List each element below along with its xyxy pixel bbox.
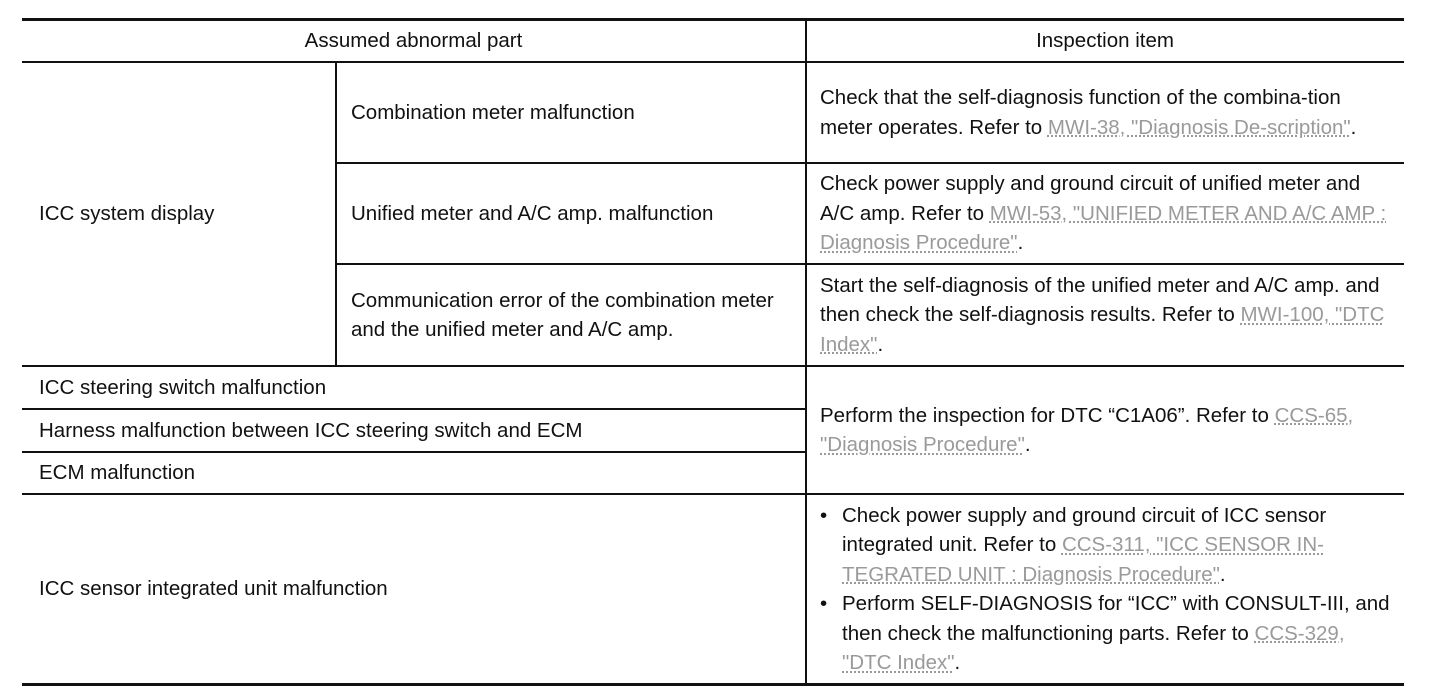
part-icc-steering-switch: ICC steering switch malfunction (39, 375, 327, 399)
period: . (1350, 115, 1357, 139)
inspection-text (820, 83, 1394, 142)
inspection-body: Check that the self-diagnosis function of the combina-tion meter operates. Refer to (820, 86, 1341, 139)
inspection-unified-meter (806, 164, 1404, 263)
period: . (1017, 231, 1024, 255)
part-icc-sensor-unit: ICC sensor integrated unit malfunction (39, 577, 388, 601)
reference-link-mwi-100[interactable]: MWI-100, "DTC Index" (820, 303, 1385, 356)
inspection-icc-sensor-unit (806, 495, 1404, 683)
reference-link-mwi-53[interactable]: MWI-53, "UNIFIED METER AND A/C AMP : Diagnosis Procedure" (820, 201, 1387, 255)
inspection-table (22, 18, 1404, 686)
part-harness-malfunction: Harness malfunction between ICC steering switch and ECM (39, 418, 583, 442)
inspection-body: Check power supply and ground circuit of ICC sensor integrated unit. Refer to (842, 503, 1327, 556)
list-item (818, 501, 1394, 590)
reference-link-ccs-65[interactable]: CCS-65, "Diagnosis Procedure" (820, 403, 1354, 456)
inspection-steering-dtc (806, 367, 1404, 493)
period: . (1024, 433, 1031, 456)
reference-link-mwi-38[interactable]: MWI-38, "Diagnosis De-scription" (1047, 115, 1351, 139)
header-inspection-item: Inspection item (1036, 29, 1174, 53)
inspection-body: Perform SELF-DIAGNOSIS for “ICC” with CONSULT-III, and then check the malfunctioning parts. Refer to (842, 592, 1390, 645)
inspection-body: Start the self-diagnosis of the unified meter and A/C amp. and then check the self-diagnosis results. Refer to (820, 273, 1380, 327)
reference-link-ccs-311[interactable]: CCS-311, "ICC SENSOR IN-TEGRATED UNIT : Diagnosis Procedure" (842, 533, 1325, 586)
inspection-combination-meter (806, 63, 1404, 162)
period: . (954, 651, 961, 674)
inspection-body: Perform the inspection for DTC “C1A06”. Refer to (820, 403, 1269, 427)
inspection-communication-error (806, 265, 1404, 365)
header-assumed-part: Assumed abnormal part (304, 29, 523, 53)
list-item (818, 589, 1394, 678)
part-ecm-malfunction: ECM malfunction (39, 461, 196, 485)
bottom-rule (22, 683, 1404, 686)
period: . (1219, 562, 1226, 586)
part-unified-meter: Unified meter and A/C amp. malfunction (351, 201, 714, 225)
reference-link-ccs-329[interactable]: CCS-329, "DTC Index" (842, 621, 1345, 674)
part-combination-meter: Combination meter malfunction (351, 100, 635, 124)
period: . (877, 332, 884, 356)
inspection-text (820, 271, 1394, 360)
part-communication-error: Communication error of the combination meter and the unified meter and A/C amp. (351, 288, 774, 341)
inspection-text (820, 401, 1394, 460)
group-label-icc-system-display: ICC system display (39, 202, 215, 226)
inspection-bullet-list (818, 501, 1394, 678)
inspection-text (820, 169, 1394, 258)
inspection-body: Check power supply and ground circuit of unified meter and A/C amp. Refer to (820, 172, 1361, 225)
